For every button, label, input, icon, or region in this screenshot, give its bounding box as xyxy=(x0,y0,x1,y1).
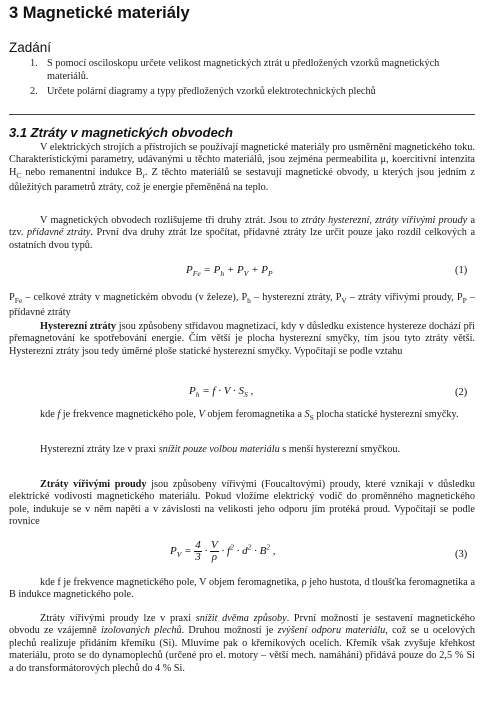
equation-3: $P_V$ = $\frac{4}{3}$ · $\frac{V}{\rho}$ · $f^2 \cdot d^2 \cdot B^2$ , xyxy=(170,539,276,563)
paragraph-text: objem feromagnetika a xyxy=(204,409,305,420)
paragraph-hysteresis xyxy=(9,321,475,358)
paragraph-hysteresis-reduction xyxy=(9,444,475,456)
paragraph-text: , což se u ocelových plechů realizuje přidáním křemíku (Si). Mluvíme pak o křemíkových ocelích. Křemík však zvyšuje křehkost materiálu, proto se do dynamoplechů (určené pro el. motory – větší mech. namáhání) přidává pouze do 2,5 % Si a do transformátorových plechů do 4 % Si. xyxy=(9,625,476,674)
equation-2-number: (2) xyxy=(455,387,468,398)
paragraph-text: V magnetických obvodech rozlišujeme tři druhy ztrát. Jsou to xyxy=(40,215,302,226)
assignment-item-1 xyxy=(30,58,482,84)
emphasis-text: snížit pouze volbou materiálu xyxy=(158,444,280,455)
paragraph-text: Ztráty vířivými proudy lze v praxi xyxy=(40,613,196,624)
assignment-item-2 xyxy=(30,86,482,99)
paragraph-text: . Druhou možností je xyxy=(181,625,278,637)
assignment-item-number: 2. xyxy=(30,86,38,97)
paragraph-text: . První možností je sestavení magnetického obvodu ze vzájemně xyxy=(9,613,475,637)
emphasis-text: snížit dvěma způsoby xyxy=(195,613,287,624)
equation-1-number: (1) xyxy=(455,265,468,276)
bold-term: Hysterezní ztráty xyxy=(40,321,116,332)
paragraph-text: . Z těchto materiálů se sestavují magnetické obvody, u kterých jsou jedním z důležitých parametrů ztráty, což je energie přeměněná na teplo. xyxy=(9,166,475,194)
paragraph-eddy-vars: kde f je frekvence magnetického pole, V objem feromagnetika, ρ jeho hustota, d tloušťka feromagnetika a B indukce magnetického pole. xyxy=(9,577,476,601)
paragraph-text: je frekvence magnetického pole, xyxy=(60,409,199,420)
equation-2: $P_h = f \cdot V \cdot S_S$ , xyxy=(189,385,254,400)
paragraph-text: V elektrických strojích a přístrojích se používají magnetické materiály pro usměrnění magnetického toku. Charakteristickými parametry, udávanými u těchto materiálů, jsou zejména permeabilita μ, koercitivní intenzita H xyxy=(9,142,475,178)
emphasis-text: izolovaných plechů xyxy=(101,625,182,637)
subscript: C xyxy=(16,170,22,180)
paragraph-text: kde xyxy=(40,409,58,420)
equation-1: $P_{Fe} = P_h + P_V + P_P$ xyxy=(186,264,273,279)
variable: V xyxy=(198,409,205,420)
paragraph-text: jsou způsobeny střídavou magnetizací, kdy v důsledku existence hystereze dochází při přemagnetování ke spotřebování energie. Čím větší je plocha hysterezní smyčky, tím jsou tyto ztráty větší. Hysterezní ztráty jsou tedy úměrné ploše statické hysterezní smyčky. Vypočítají se podle vztahu xyxy=(9,321,475,357)
bold-term: Ztráty vířivými proudy xyxy=(40,479,147,490)
emphasis-text: přídavné ztráty xyxy=(27,227,91,239)
paragraph-text: s menší hysterezní smyčkou. xyxy=(279,444,401,455)
variable: S xyxy=(304,409,310,420)
emphasis-text: zvýšení odporu materiálu xyxy=(277,625,386,637)
paragraph-text: a tzv. xyxy=(9,215,475,239)
equation-3-number: (3) xyxy=(455,549,468,560)
paragraph-symbols: $P_{Fe}$ – celkové ztráty v magnetickém obvodu (v železe), $P_h$ – hysterezní ztráty, $P_V$ – ztráty vířivými proudy, $P_P$ – přídavné ztráty xyxy=(9,292,476,319)
variable: f xyxy=(57,409,61,420)
assignment-item-number: 1. xyxy=(30,58,38,69)
paragraph-text: jsou způsobeny vířivými (Foucaltovými) proudy, které vznikají v důsledku elektrické vodivosti magnetického materiálu. Pokud vložíme elektrický vodič do proměnného magnetického pole, indukuje se v něm napětí a v závislosti na velikosti jeho odporu jím protéká proud. Vypočítají se podle rovnice xyxy=(9,479,476,528)
paragraph-text: Hysterezní ztráty lze v praxi xyxy=(40,444,159,455)
chapter-heading: 3 Magnetické materiály xyxy=(9,4,190,22)
paragraph-text: – přídavné ztráty xyxy=(9,292,476,319)
assignment-item-text: S pomocí osciloskopu určete velikost magnetických ztrát u předložených vzorků magnetických materiálů. xyxy=(47,58,440,82)
paragraph-text: . První dva druhy ztrát lze spočítat, přídavné ztráty lze určit pouze jako rozdíl celkových a ostatních dvou typů. xyxy=(9,227,475,251)
paragraph-text: – ztráty vířivými proudy, P xyxy=(346,292,463,303)
paragraph-hysteresis-vars xyxy=(9,409,475,424)
paragraph-eddy-reduction xyxy=(9,613,475,675)
paragraph-text: plocha statické hysterezní smyčky. xyxy=(313,409,459,420)
subscript: r xyxy=(142,170,145,180)
emphasis-text: ztráty hysterezní, ztráty vířivými proudy xyxy=(301,215,468,226)
paragraph-eddy-currents xyxy=(9,479,475,529)
paragraph-text: – hysterezní ztráty, P xyxy=(250,292,342,303)
section-heading: 3.1 Ztráty v magnetických obvodech xyxy=(9,125,233,140)
paragraph-intro xyxy=(9,142,475,195)
assignment-heading: Zadání xyxy=(9,40,52,55)
section-divider xyxy=(9,114,475,115)
assignment-item-text: Určete polární diagramy a typy předložených vzorků elektrotechnických plechů xyxy=(47,86,376,97)
paragraph-text: nebo remanentní indukce B xyxy=(21,166,143,178)
paragraph-loss-types xyxy=(9,215,475,252)
paragraph-text: – celkové ztráty v magnetickém obvodu (v železe), P xyxy=(25,292,248,303)
subscript: S xyxy=(309,413,314,423)
